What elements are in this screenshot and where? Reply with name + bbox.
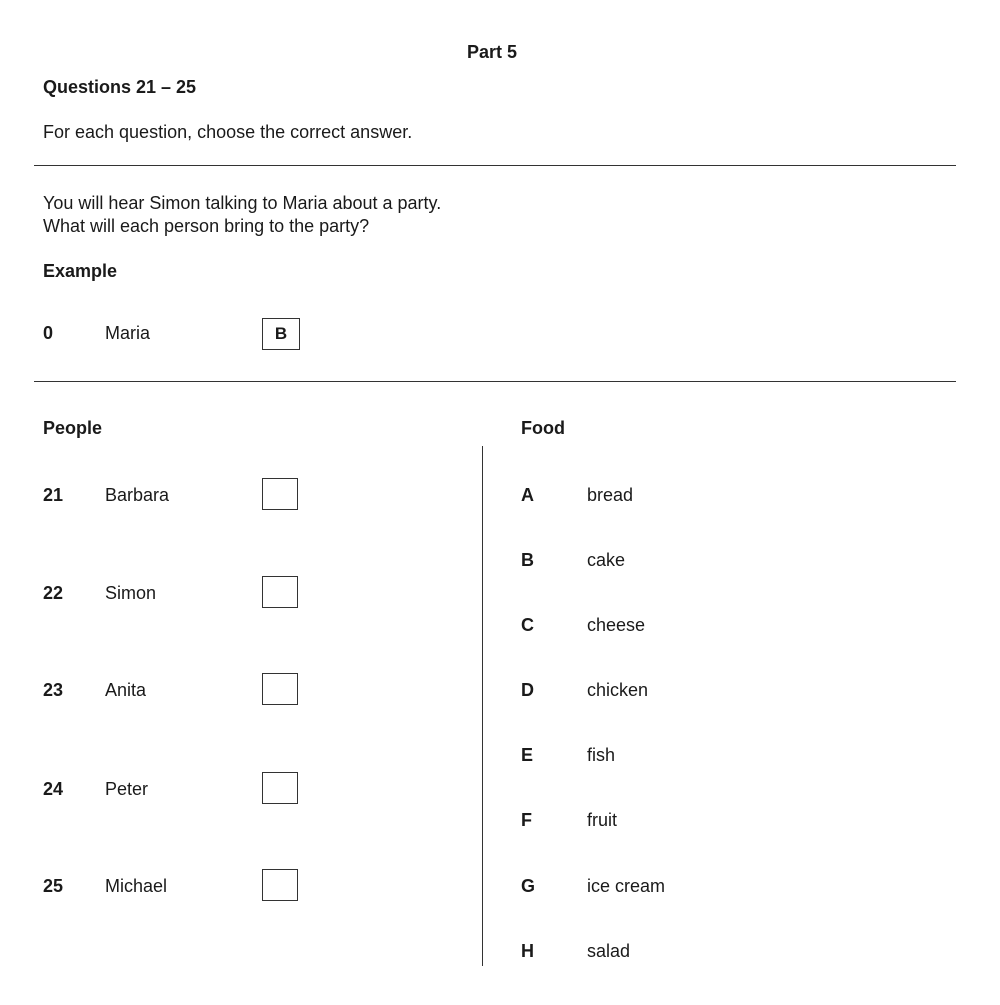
food-item-bread: bread — [587, 485, 634, 505]
people-heading: People — [43, 418, 103, 438]
person-name-michael: Michael — [105, 876, 168, 896]
example-number: 0 — [43, 323, 54, 343]
food-item-cheese: cheese — [587, 615, 646, 635]
person-name-anita: Anita — [105, 680, 147, 700]
food-letter-d: D — [521, 680, 534, 700]
instruction-text: For each question, choose the correct answer. — [43, 122, 413, 142]
person-number-25: 25 — [43, 876, 64, 896]
food-item-chicken: chicken — [587, 680, 649, 700]
food-letter-c: C — [521, 615, 534, 635]
context-line-2: What will each person bring to the party? — [43, 216, 370, 236]
person-name-peter: Peter — [105, 779, 149, 799]
food-letter-b: B — [521, 550, 534, 570]
person-number-23: 23 — [43, 680, 64, 700]
top-divider — [34, 165, 956, 166]
person-name-simon: Simon — [105, 583, 157, 603]
part-title: Part 5 — [467, 42, 518, 62]
food-letter-e: E — [521, 745, 534, 765]
example-answer-box: B — [262, 318, 300, 350]
answer-box-23[interactable] — [262, 673, 298, 705]
food-letter-a: A — [521, 485, 534, 505]
food-letter-f: F — [521, 810, 532, 830]
example-heading: Example — [43, 261, 118, 281]
answer-box-21[interactable] — [262, 478, 298, 510]
answer-box-25[interactable] — [262, 869, 298, 901]
questions-range: Questions 21 – 25 — [43, 77, 197, 97]
food-item-fruit: fruit — [587, 810, 618, 830]
example-name: Maria — [105, 323, 151, 343]
answer-box-22[interactable] — [262, 576, 298, 608]
answer-box-24[interactable] — [262, 772, 298, 804]
food-item-fish: fish — [587, 745, 616, 765]
food-letter-g: G — [521, 876, 536, 896]
food-letter-h: H — [521, 941, 534, 961]
context-line-1: You will hear Simon talking to Maria about a party. — [43, 193, 442, 213]
person-number-21: 21 — [43, 485, 64, 505]
food-item-ice-cream: ice cream — [587, 876, 666, 896]
person-name-barbara: Barbara — [105, 485, 170, 505]
food-item-cake: cake — [587, 550, 626, 570]
middle-divider — [34, 381, 956, 382]
person-number-24: 24 — [43, 779, 64, 799]
column-divider — [482, 446, 483, 966]
food-item-salad: salad — [587, 941, 631, 961]
person-number-22: 22 — [43, 583, 64, 603]
food-heading: Food — [521, 418, 565, 438]
